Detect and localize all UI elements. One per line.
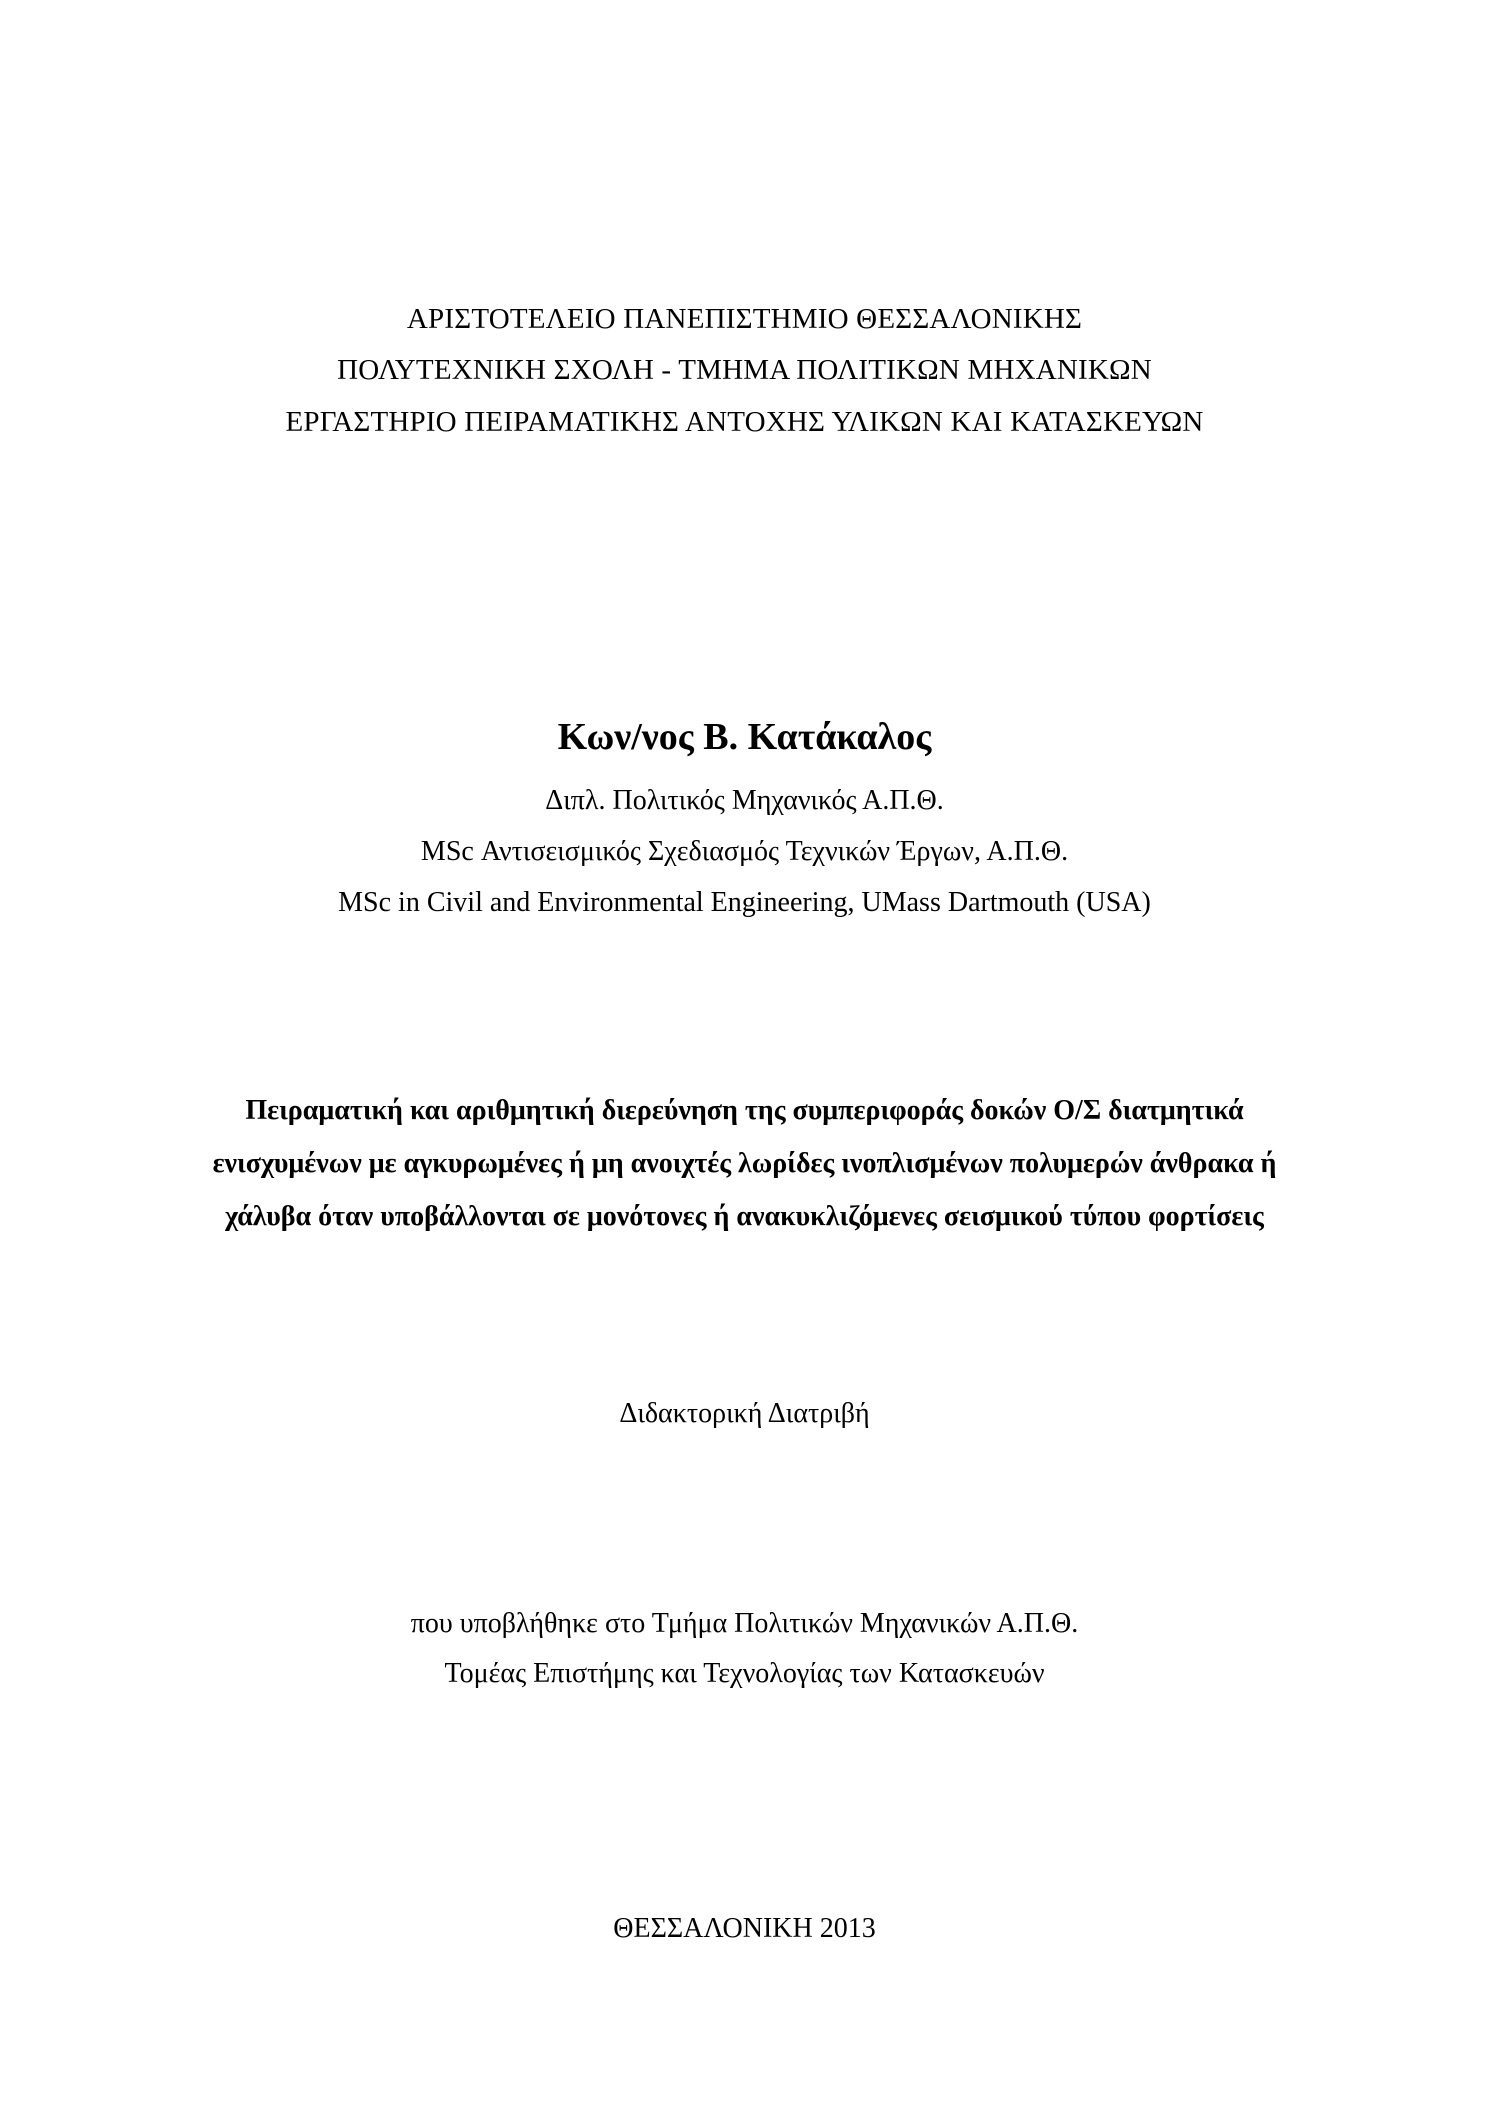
thesis-title-line: ενισχυμένων με αγκυρωμένες ή μη ανοιχτές λωρίδες ινοπλισμένων πολυμερών άνθρακα ή [212,1148,1277,1179]
university-name: ΑΡΙΣΤΟΤΕΛΕΙΟ ΠΑΝΕΠΙΣΤΗΜΙΟ ΘΕΣΣΑΛΟΝΙΚΗΣ [406,303,1083,335]
thesis-title-line: χάλυβα όταν υποβάλλονται σε μονότονες ή ανακυκλιζόμενες σεισμικού τύπου φορτίσεις [225,1201,1264,1232]
laboratory-name: ΕΡΓΑΣΤΗΡΙΟ ΠΕΙΡΑΜΑΤΙΚΗΣ ΑΝΤΟΧΗΣ ΥΛΙΚΩΝ ΚΑΙ ΚΑΤΑΣΚΕΥΩΝ [285,406,1204,438]
place-and-year: ΘΕΣΣΑΛΟΝΙΚΗ 2013 [613,1913,876,1944]
author-credential-msc-greek: MSc Αντισεισμικός Σχεδιασμός Τεχνικών Έργων, Α.Π.Θ. [420,836,1069,867]
document-type: Διδακτορική Διατριβή [619,1398,870,1429]
author-credential-diploma: Διπλ. Πολιτικός Μηχανικός Α.Π.Θ. [545,785,944,816]
author-credential-msc-usa: MSc in Civil and Environmental Engineering, UMass Dartmouth (USA) [338,887,1151,918]
school-department: ΠΟΛΥΤΕΧΝΙΚΗ ΣΧΟΛΗ - ΤΜΗΜΑ ΠΟΛΙΤΙΚΩΝ ΜΗΧΑΝΙΚΩΝ [337,354,1152,386]
thesis-title-line: Πειραματική και αριθμητική διερεύνηση της συμπεριφοράς δοκών Ο/Σ διατμητικά [245,1095,1244,1126]
submission-statement: που υποβλήθηκε στο Τμήμα Πολιτικών Μηχανικών Α.Π.Θ. [410,1608,1079,1639]
author-name: Κων/νος Β. Κατάκαλος [557,716,932,758]
submission-sector: Τομέας Επιστήμης και Τεχνολογίας των Κατασκευών [444,1658,1045,1689]
